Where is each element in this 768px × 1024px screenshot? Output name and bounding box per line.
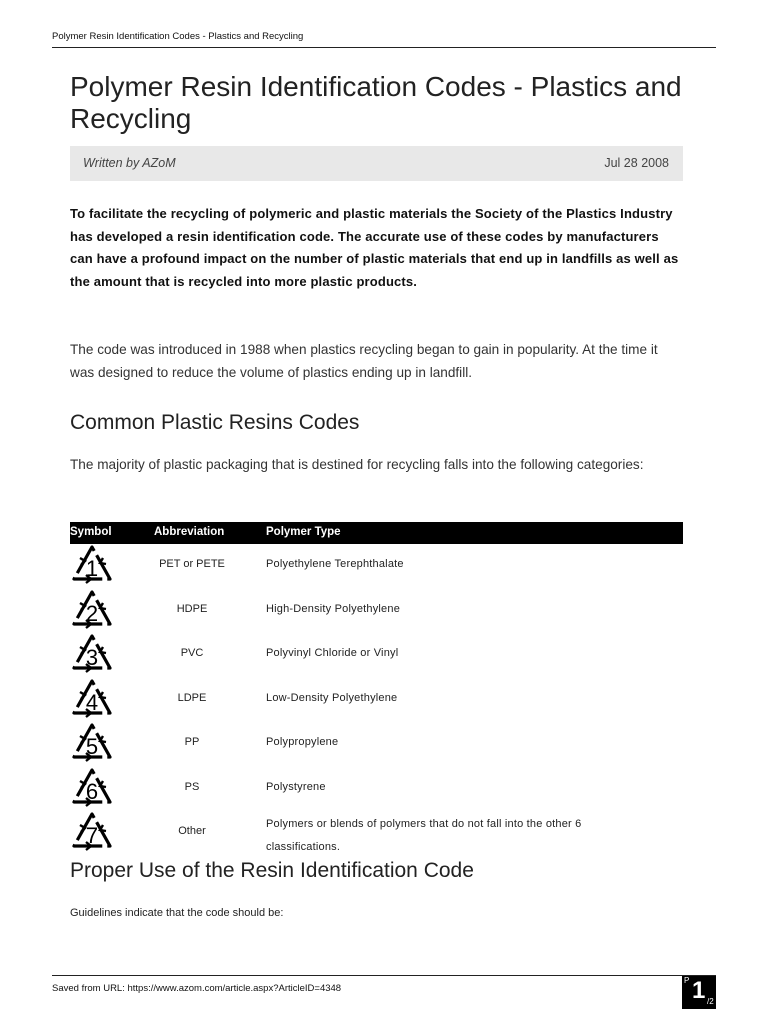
page-label: P — [684, 976, 690, 985]
publish-date: Jul 28 2008 — [604, 156, 669, 170]
recycling-symbol-icon — [70, 767, 120, 811]
resin-abbreviation: PVC — [180, 647, 204, 659]
resin-code-number: 1 — [85, 556, 99, 581]
recycling-symbol-icon — [70, 811, 120, 855]
polymer-type: Polyethylene Terephthalate — [266, 558, 404, 570]
section-heading-proper-use: Proper Use of the Resin Identification Code — [70, 859, 474, 882]
resin-abbreviation: PP — [184, 736, 200, 748]
history-paragraph: The code was introduced in 1988 when plastics recycling began to gain in popularity. At the time it was designed to reduce the volume of plastics ending up in landfill. — [70, 342, 658, 380]
table-row — [70, 767, 683, 812]
page-number-badge — [682, 976, 716, 1009]
recycling-symbol-icon — [70, 589, 120, 633]
table-row — [70, 678, 683, 723]
page-total: /2 — [707, 997, 714, 1006]
author: Written by AZoM — [83, 156, 176, 170]
resin-abbreviation: PET or PETE — [159, 558, 225, 570]
intro-paragraph: To facilitate the recycling of polymeric and plastic materials the Society of the Plastics Industry has developed a resin identification code. The accurate use of these codes by manufacturers can have a profound impact on the number of plastic materials that end up in landfills as well as the amount that is recycled into more plastic products. — [70, 206, 679, 289]
polymer-type: Polypropylene — [266, 736, 339, 748]
resin-code-number: 4 — [85, 689, 99, 715]
resin-code-number: 6 — [85, 778, 99, 804]
header-symbol: Symbol — [70, 526, 112, 538]
resin-codes-table — [70, 522, 683, 856]
recycling-symbol-icon — [70, 633, 120, 677]
resin-code-number: 5 — [85, 734, 99, 759]
table-row — [70, 722, 683, 767]
table-row — [70, 811, 683, 856]
recycling-symbol-icon — [70, 678, 120, 722]
resin-abbreviation: PS — [184, 780, 200, 793]
categories-paragraph: The majority of plastic packaging that is destined for recycling falls into the following categories: — [70, 457, 644, 472]
header-polymer-type: Polymer Type — [266, 526, 341, 538]
polymer-type: Low-Density Polyethylene — [266, 691, 398, 704]
resin-code-number: 7 — [85, 823, 99, 848]
polymer-type: Polymers or blends of polymers that do not fall into the other 6 classifications. — [266, 818, 582, 853]
running-header: Polymer Resin Identification Codes - Plastics and Recycling — [52, 31, 304, 42]
guidelines-intro: Guidelines indicate that the code should be: — [70, 907, 284, 919]
table-row — [70, 544, 683, 589]
table-row — [70, 633, 683, 678]
section-heading-resin-codes: Common Plastic Resins Codes — [70, 411, 360, 434]
table-body — [70, 544, 683, 856]
resin-abbreviation: HDPE — [176, 602, 208, 615]
table-row — [70, 589, 683, 634]
recycling-symbol-icon — [70, 544, 120, 588]
saved-from-url: Saved from URL: https://www.azom.com/article.aspx?ArticleID=4348 — [52, 983, 342, 994]
byline-bar — [70, 146, 683, 181]
resin-code-number: 2 — [85, 600, 99, 626]
polymer-type: Polystyrene — [266, 780, 326, 793]
page-number: 1 — [692, 977, 706, 1004]
footer-divider — [52, 975, 716, 976]
recycling-symbol-icon — [70, 722, 120, 766]
resin-code-number: 3 — [85, 645, 99, 670]
header-divider — [52, 47, 716, 48]
polymer-type: High-Density Polyethylene — [266, 602, 401, 615]
resin-abbreviation: Other — [178, 825, 206, 837]
page-title: Polymer Resin Identification Codes - Plastics and Recycling — [70, 71, 682, 134]
header-abbreviation: Abbreviation — [154, 526, 225, 538]
resin-abbreviation: LDPE — [177, 691, 207, 704]
table-header — [70, 522, 683, 544]
polymer-type: Polyvinyl Chloride or Vinyl — [266, 647, 399, 659]
